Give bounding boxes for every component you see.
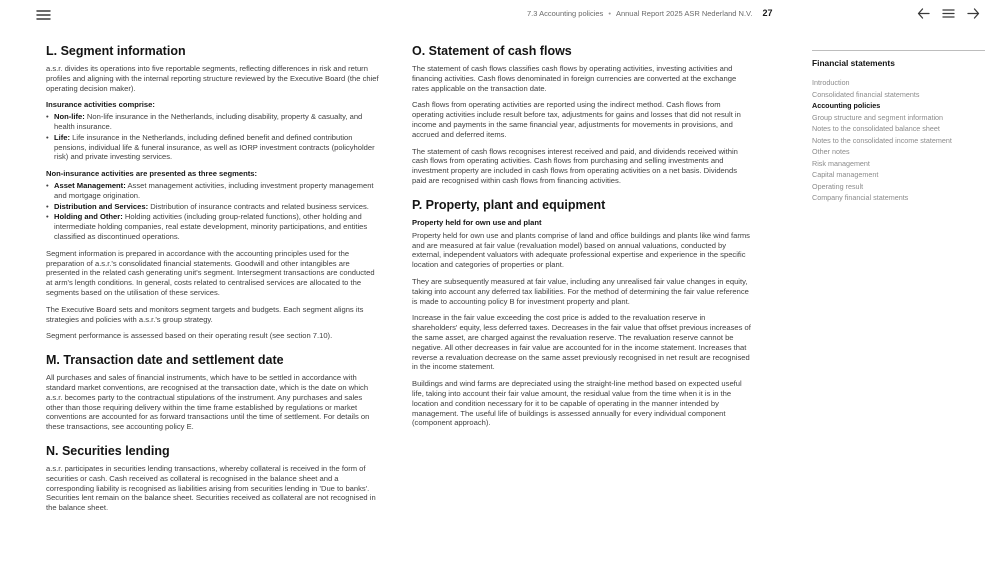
sidebar-title: Financial statements — [812, 58, 895, 68]
document-title: Annual Report 2025 ASR Nederland N.V. — [615, 9, 753, 18]
list-text: Asset management activities, including investment property management and mortgage origination. — [54, 180, 374, 200]
list-item-non-life — [46, 112, 380, 132]
section-l-heading: L. Segment information — [46, 44, 186, 58]
insurance-list-intro: Insurance activities comprise: — [46, 100, 155, 110]
section-p-para4: Buildings and wind farms are depreciated using the straight-line method based on expected useful life, taking into account their fair value amount, the residual value from the time when it is in the location and condition necessary for it to be capable of operating in the manner intended by management. The useful life of buildings is assessed annually for every individual component (component approach). — [412, 379, 742, 428]
noninsurance-segments-list — [46, 181, 380, 242]
section-p-heading: P. Property, plant and equipment — [412, 197, 606, 212]
list-text: Distribution of insurance contracts and related business services. — [150, 201, 369, 211]
pager-controls — [917, 8, 980, 19]
list-item-life — [46, 133, 380, 162]
sidebar-item-other-notes[interactable]: Other notes — [812, 147, 850, 156]
list-term: Non-life: — [54, 112, 85, 122]
section-p-para2: They are subsequently measured at fair value, including any unrealised fair value changes in equity, taking into account any deferred tax liabilities. For the method of determining the fair value reference is made to accounting policy B for investment property and plant. — [412, 276, 749, 306]
insurance-activities-list — [46, 112, 380, 162]
sidebar-item-group-structure[interactable]: Group structure and segment information — [812, 112, 944, 122]
list-term: Asset Management: — [54, 180, 126, 190]
section-p-subheading: Property held for own use and plant — [412, 217, 542, 227]
section-o-heading: O. Statement of cash flows — [412, 44, 572, 58]
sidebar-item-notes-income-statement[interactable]: Notes to the consolidated income statement — [812, 135, 952, 145]
sidebar-item-consolidated-financial-statements[interactable]: Consolidated financial statements — [812, 89, 920, 99]
list-term: Holding and Other: — [54, 212, 123, 222]
section-o-para2: Cash flows from operating activities are reported using the indirect method. Cash flows from operating activities include result before tax, adjustments for gains and losses that did not result in income and payments in the same financial year, adjustments for movements in provisions, and accrued and deferred items. — [412, 100, 741, 139]
list-text: Non-life insurance in the Netherlands, including disability, property & casualty, and health insurance. — [54, 112, 363, 131]
list-item-holding-other — [46, 212, 380, 241]
section-l-para4: Segment performance is assessed based on their operating result (see section 7.10). — [46, 331, 333, 341]
menu-icon — [942, 8, 955, 19]
page-number: 27 — [762, 8, 773, 18]
arrow-right-icon — [967, 8, 980, 19]
list-text: Life insurance in the Netherlands, including defined benefit and defined contribution pensions, individual life & funeral insurance, as well as IORP investment contracts (policyholder risk) and private investing services. — [54, 132, 375, 162]
sidebar-nav-list — [812, 77, 985, 204]
list-term: Life: — [54, 132, 71, 142]
list-item-asset-management — [46, 181, 380, 201]
section-n-para1: a.s.r. participates in securities lending transactions, whereby collateral is received in the form of securities or cash. Cash received as collateral is recognised in the balance sheet and a corresponding liability is recognised as liabilities arising from securities lending in 'Due to banks'. Securities lent remain on the balance sheet. Securities received as collateral are not recognised in the balance sheet. — [46, 463, 376, 513]
sidebar-item-notes-balance-sheet[interactable]: Notes to the consolidated balance sheet — [812, 124, 940, 133]
sidebar-item-accounting-policies[interactable]: Accounting policies — [812, 101, 881, 110]
contents-button[interactable] — [942, 8, 955, 19]
section-l-para1: a.s.r. divides its operations into five reportable segments, reflecting differences in risk and return profiles and aligning with the internal reporting structure reviewed by the Executive Board (the chief operating decision maker). — [46, 64, 379, 93]
section-m-para1: All purchases and sales of financial instruments, which have to be settled in accordance with standard market conventions, are recognised at the transaction date, which is the date on which a.s.r. becomes party to the contractual stipulations of the instrument. Any purchases and sales other than those requiring delivery within the time frame established by regulations or market conventions are accounted for as forward transactions until the time of settlement. For details on these transactions, see accounting policy E. — [46, 373, 370, 432]
menu-button[interactable] — [36, 9, 51, 21]
list-item-distribution-services — [46, 202, 380, 212]
separator-dot: • — [608, 9, 611, 18]
section-breadcrumb: 7.3 Accounting policies — [527, 9, 604, 18]
sidebar-item-capital-management[interactable]: Capital management — [812, 170, 879, 179]
list-text: Holding activities (including group-related functions), other holding and intermediate holding companies, real estate development, minority participations, and entities classified as discontinued operations. — [54, 212, 368, 241]
left-column — [46, 44, 380, 520]
section-l-para3: The Executive Board sets and monitors segment targets and budgets. Each segment aligns its strategies and policies with a.s.r.'s group strategy. — [46, 304, 364, 324]
section-o-para1: The statement of cash flows classifies cash flows by operating activities, investing activities and financing activities. Cash flows denominated in foreign currencies are converted at the exchange rates applicable on the transaction date. — [412, 64, 737, 93]
list-term: Distribution and Services: — [54, 201, 149, 211]
section-o-para3: The statement of cash flows recognises interest received and paid, and dividends received within cash flows from operating activities. Cash flows from purchasing and selling investments and investment property are included in cash flows from operating activities on a net basis. Dividends paid are recognised within cash flows from financing activities. — [412, 146, 738, 185]
sidebar-item-company-financial-statements[interactable]: Company financial statements — [812, 193, 909, 202]
right-column — [412, 44, 752, 435]
arrow-left-icon — [917, 8, 930, 19]
hamburger-icon — [36, 9, 51, 21]
section-m-heading: M. Transaction date and settlement date — [46, 353, 284, 368]
section-p-para1: Property held for own use and plants comprise of land and office buildings and plants like wind farms and are measured at fair value (revaluation model) based on annual valuations, conducted by external, independent valuators with adequate professional expertise and experience in the specific location and categories of properties or plant. — [412, 230, 750, 270]
sidebar-item-risk-management[interactable]: Risk management — [812, 158, 870, 168]
section-n-heading: N. Securities lending — [46, 443, 170, 458]
document-meta — [527, 8, 772, 18]
section-l-para2: Segment information is prepared in accordance with the accounting principles used for the preparation of a.s.r.'s consolidated financial statements. Goodwill and other intangibles are presented in the related cash generating unit's segment. Intersegment transactions are conducted at arm's length conditions. In general, costs related to centralised services are allocated to the segments based on the utilisation of these services. — [46, 248, 375, 297]
section-p-para3: Increase in the fair value exceeding the cost price is added to the revaluation reserve in shareholders' equity, less deferred taxes. Decreases in the fair value that offset previous increases of the same asset, are charged against the revaluation reserve. The revaluation reserve cannot be negative. All other decreases in fair value are accounted for in the income statement. Increases that reverse a revaluation decrease on the same asset previously recognised in net result are recognised in the income statement. — [412, 313, 751, 372]
sidebar-item-operating-result[interactable]: Operating result — [812, 181, 864, 191]
next-page-button[interactable] — [967, 8, 980, 19]
noninsurance-list-intro: Non-insurance activities are presented as three segments: — [46, 169, 258, 179]
prev-page-button[interactable] — [917, 8, 930, 19]
sidebar-item-introduction[interactable]: Introduction — [812, 78, 850, 87]
financial-statements-sidebar — [812, 50, 985, 204]
